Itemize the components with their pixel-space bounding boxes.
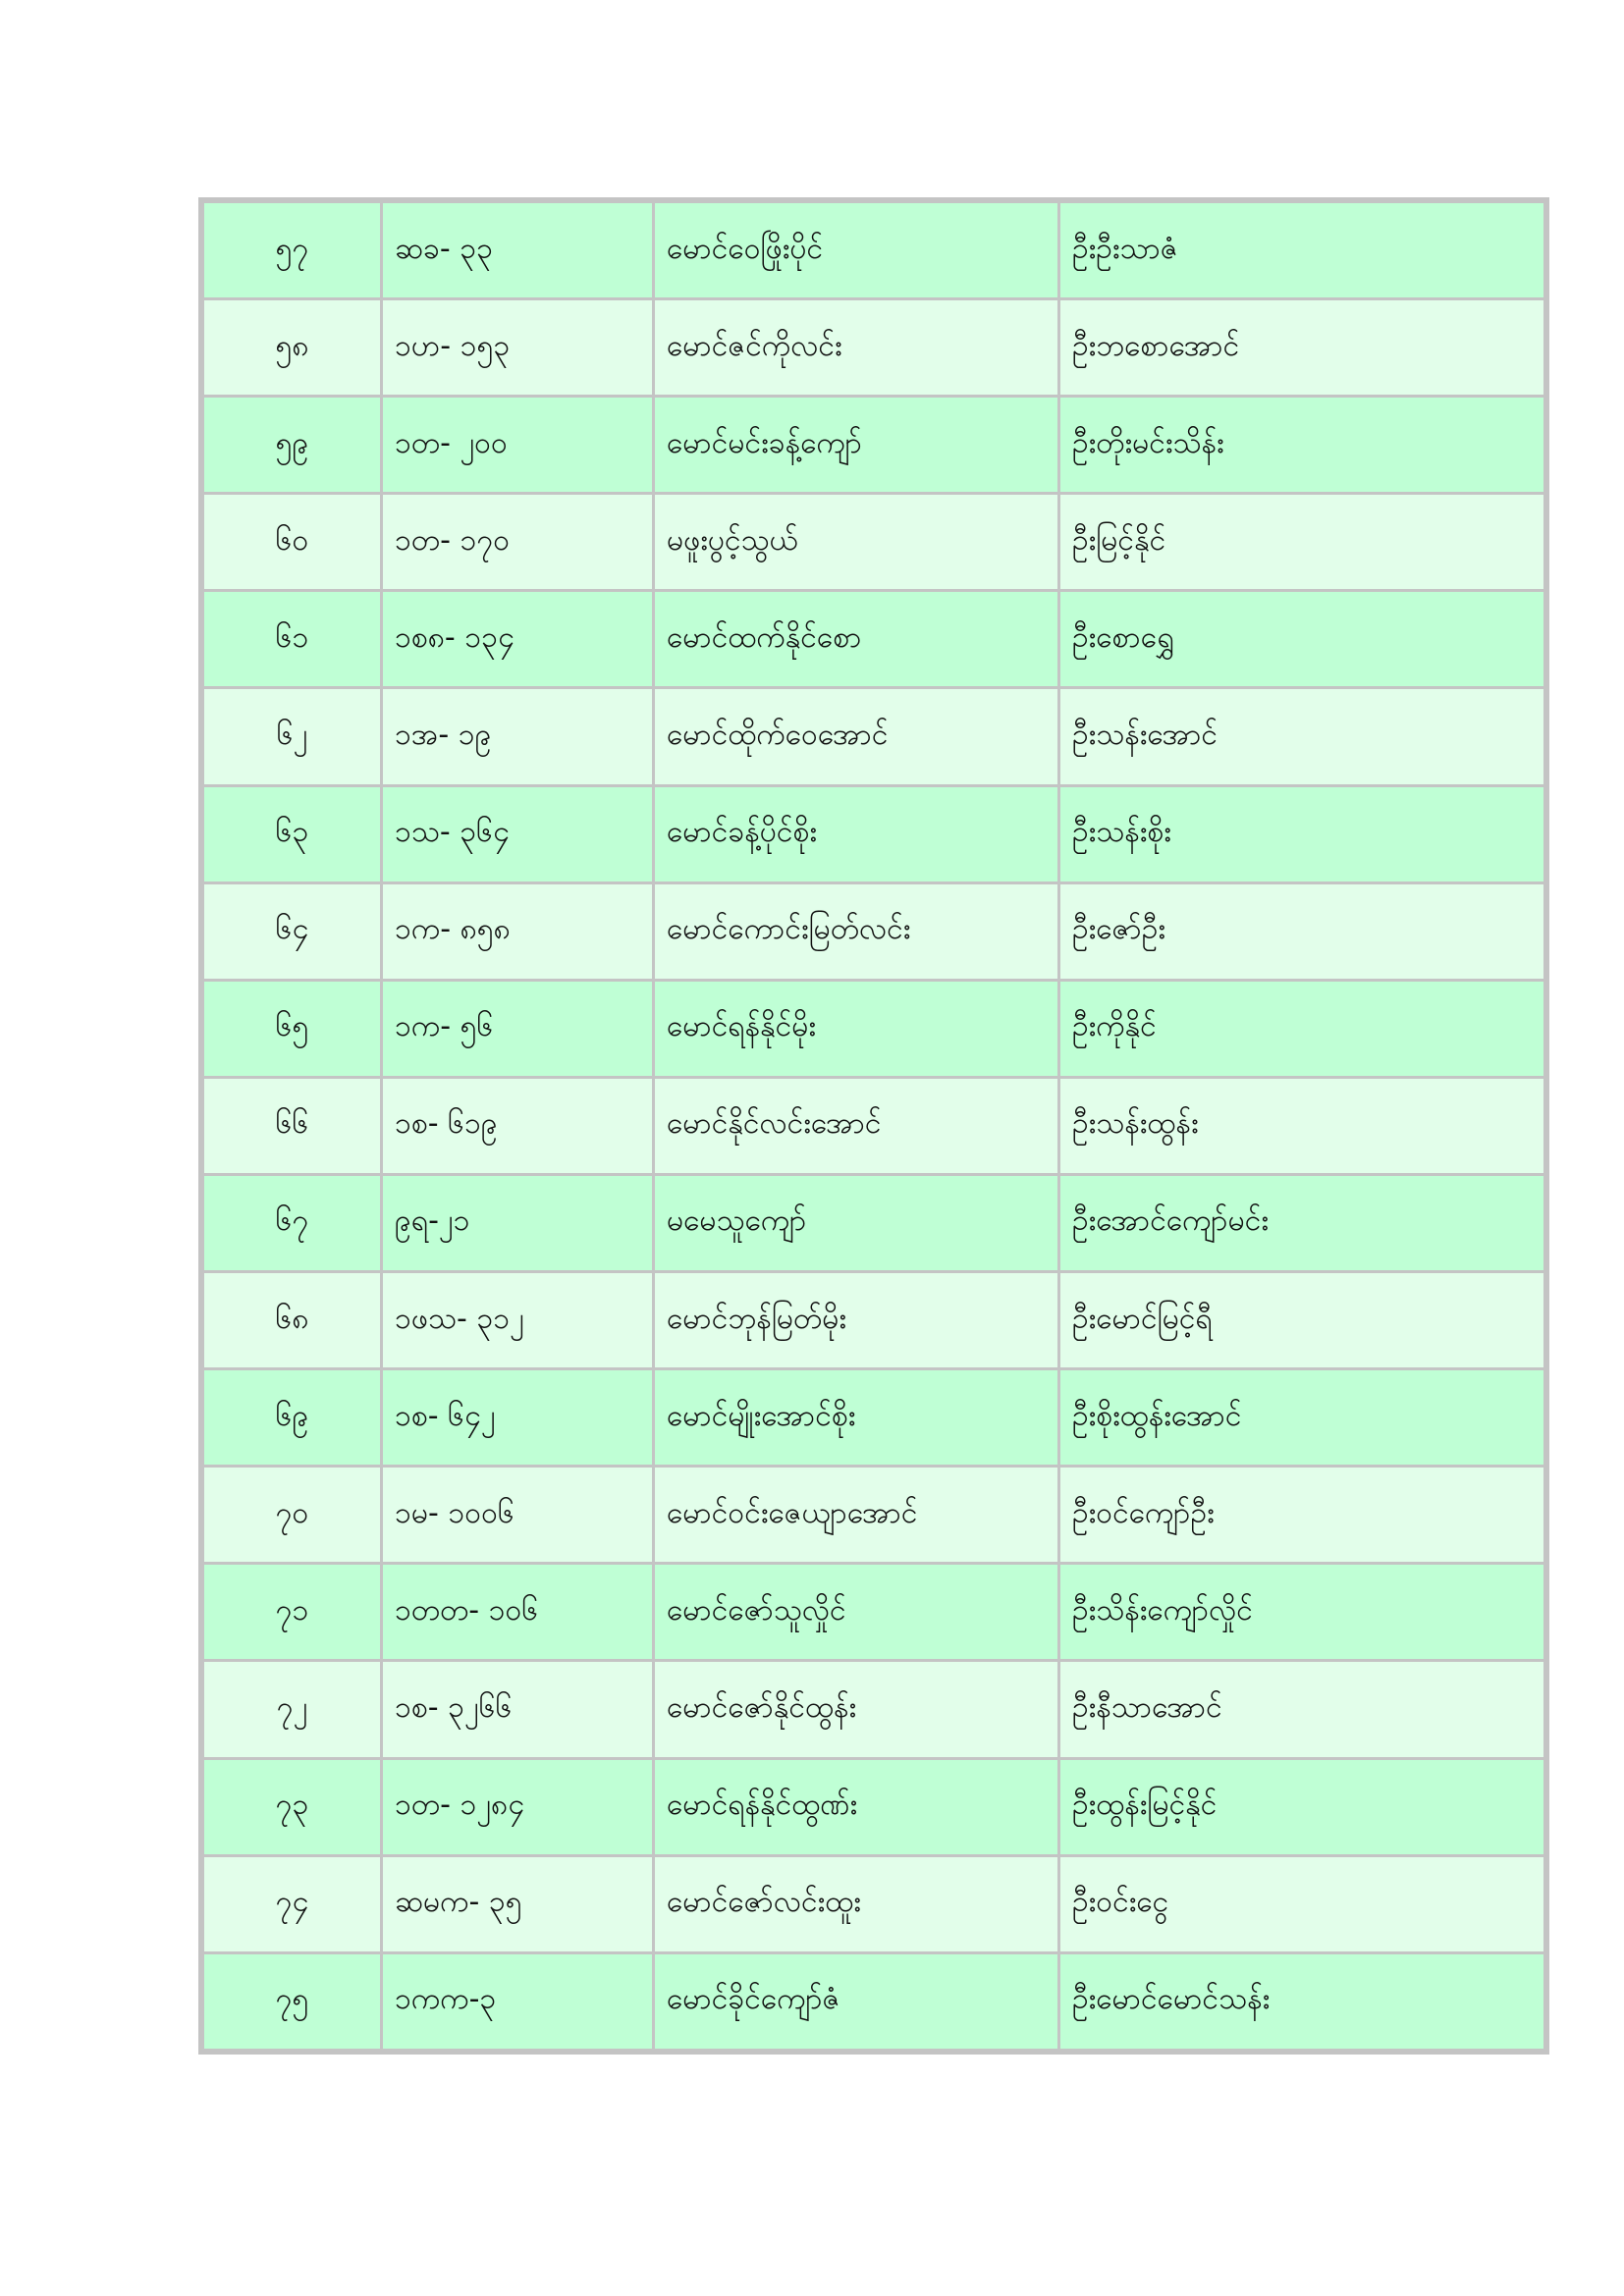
student-name: မောင်ထက်နိုင်စော — [654, 591, 1059, 688]
father-name: ဦးဘစောအောင် — [1059, 299, 1545, 397]
row-number: ၅၈ — [203, 299, 382, 397]
student-name: မမေသူကျော် — [654, 1174, 1059, 1271]
row-number: ၆၆ — [203, 1077, 382, 1174]
table-row — [203, 591, 1545, 688]
father-name: ဦးသန်းစိုး — [1059, 785, 1545, 882]
father-name: ဦးထွန်းမြင့်နိုင် — [1059, 1758, 1545, 1855]
student-name: မောင်ရန်နိုင်မိုး — [654, 980, 1059, 1077]
student-name: မောင်ဝေဖြိုးပိုင် — [654, 202, 1059, 299]
row-number: ၇၂ — [203, 1661, 382, 1758]
student-name: မောင်ခန့်ပိုင်စိုး — [654, 785, 1059, 882]
father-name: ဦးသန်းအောင် — [1059, 688, 1545, 785]
father-name: ဦးကိုနိုင် — [1059, 980, 1545, 1077]
student-name: မောင်ဇင်ကိုလင်း — [654, 299, 1059, 397]
table-row — [203, 688, 1545, 785]
table-row — [203, 1077, 1545, 1174]
student-id: ၁ကက-၃ — [382, 1952, 654, 2050]
row-number: ၆၅ — [203, 980, 382, 1077]
student-id: ၁စ- ၆၁၉ — [382, 1077, 654, 1174]
student-id: ၁စ- ၆၄၂ — [382, 1369, 654, 1467]
table-row — [203, 494, 1545, 591]
student-id: ၁ဖသ- ၃၁၂ — [382, 1272, 654, 1369]
row-number: ၇၄ — [203, 1855, 382, 1952]
student-id: ၁တ- ၁၂၈၄ — [382, 1758, 654, 1855]
father-name: ဦးစောရွှေ — [1059, 591, 1545, 688]
table-row — [203, 1174, 1545, 1271]
student-id: ၁တတ- ၁၀၆ — [382, 1564, 654, 1661]
row-number: ၆၇ — [203, 1174, 382, 1271]
student-id: ၁စ- ၃၂၆၆ — [382, 1661, 654, 1758]
father-name: ဦးသိန်းကျော်လှိုင် — [1059, 1564, 1545, 1661]
table-row — [203, 202, 1545, 299]
table-row — [203, 1661, 1545, 1758]
row-number: ၇၃ — [203, 1758, 382, 1855]
father-name: ဦးဝင်ကျော်ဦး — [1059, 1467, 1545, 1564]
student-name: မောင်ကောင်းမြတ်လင်း — [654, 882, 1059, 980]
row-number: ၅၇ — [203, 202, 382, 299]
table-row — [203, 299, 1545, 397]
table-row — [203, 1564, 1545, 1661]
student-name: မောင်ဇော်နိုင်ထွန်း — [654, 1661, 1059, 1758]
student-id: ၁ဟ- ၁၅၃ — [382, 299, 654, 397]
father-name: ဦးမောင်မောင်သန်း — [1059, 1952, 1545, 2050]
student-name: မောင်ဘုန်မြတ်မိုး — [654, 1272, 1059, 1369]
father-name: ဦးဦးသာဇံ — [1059, 202, 1545, 299]
father-name: ဦးမောင်မြင့်ရီ — [1059, 1272, 1545, 1369]
row-number: ၆၉ — [203, 1369, 382, 1467]
father-name: ဦးတိုးမင်းသိန်း — [1059, 397, 1545, 494]
student-name: မောင်နိုင်လင်းအောင် — [654, 1077, 1059, 1174]
student-id: ၁အ- ၁၉ — [382, 688, 654, 785]
student-name: မောင်ထိုက်ဝေအောင် — [654, 688, 1059, 785]
student-id: ဆမက- ၃၅ — [382, 1855, 654, 1952]
father-name: ဦးသန်းထွန်း — [1059, 1077, 1545, 1174]
row-number: ၆၂ — [203, 688, 382, 785]
father-name: ဦးနီသာအောင် — [1059, 1661, 1545, 1758]
father-name: ဦးဝင်းငွေ — [1059, 1855, 1545, 1952]
father-name: ဦးဇော်ဦး — [1059, 882, 1545, 980]
table-row — [203, 1272, 1545, 1369]
student-id: ၁စ၈- ၁၃၄ — [382, 591, 654, 688]
row-number: ၆၃ — [203, 785, 382, 882]
student-id: ၁သ- ၃၆၄ — [382, 785, 654, 882]
student-id: ၁မ- ၁၀၀၆ — [382, 1467, 654, 1564]
table-row — [203, 1758, 1545, 1855]
row-number: ၆၈ — [203, 1272, 382, 1369]
row-number: ၅၉ — [203, 397, 382, 494]
table-row — [203, 1369, 1545, 1467]
student-name: မဖူးပွင့်သွယ် — [654, 494, 1059, 591]
table-body — [203, 202, 1545, 2051]
student-name: မောင်မျိုးအောင်စိုး — [654, 1369, 1059, 1467]
row-number: ၇၅ — [203, 1952, 382, 2050]
student-id: ၁တ- ၁၇၀ — [382, 494, 654, 591]
table-row — [203, 980, 1545, 1077]
student-name: မောင်မင်းခန့်ကျော် — [654, 397, 1059, 494]
student-name: မောင်ဝင်းဇေယျာအောင် — [654, 1467, 1059, 1564]
table-row — [203, 882, 1545, 980]
father-name: ဦးမြင့်နိုင် — [1059, 494, 1545, 591]
student-id: ၁တ- ၂၀၀ — [382, 397, 654, 494]
table-row — [203, 397, 1545, 494]
student-table — [198, 197, 1549, 2055]
student-name: မောင်ဇော်လင်းထူး — [654, 1855, 1059, 1952]
table-row — [203, 1855, 1545, 1952]
father-name: ဦးအောင်ကျော်မင်း — [1059, 1174, 1545, 1271]
row-number: ၆၀ — [203, 494, 382, 591]
table-row — [203, 1952, 1545, 2050]
student-id: ၁က- ၅၆ — [382, 980, 654, 1077]
row-number: ၇၀ — [203, 1467, 382, 1564]
father-name: ဦးစိုးထွန်းအောင် — [1059, 1369, 1545, 1467]
student-id: ၁က- ၈၅၈ — [382, 882, 654, 980]
table-row — [203, 785, 1545, 882]
student-table-grid — [201, 200, 1546, 2052]
row-number: ၆၄ — [203, 882, 382, 980]
student-name: မောင်ဇော်သူလှိုင် — [654, 1564, 1059, 1661]
row-number: ၇၁ — [203, 1564, 382, 1661]
student-name: မောင်ခိုင်ကျော်ဇံ — [654, 1952, 1059, 2050]
student-name: မောင်ရန်နိုင်ထွဏ်း — [654, 1758, 1059, 1855]
student-id: ၉ရ-၂၁ — [382, 1174, 654, 1271]
row-number: ၆၁ — [203, 591, 382, 688]
table-row — [203, 1467, 1545, 1564]
student-id: ဆခ- ၃၃ — [382, 202, 654, 299]
